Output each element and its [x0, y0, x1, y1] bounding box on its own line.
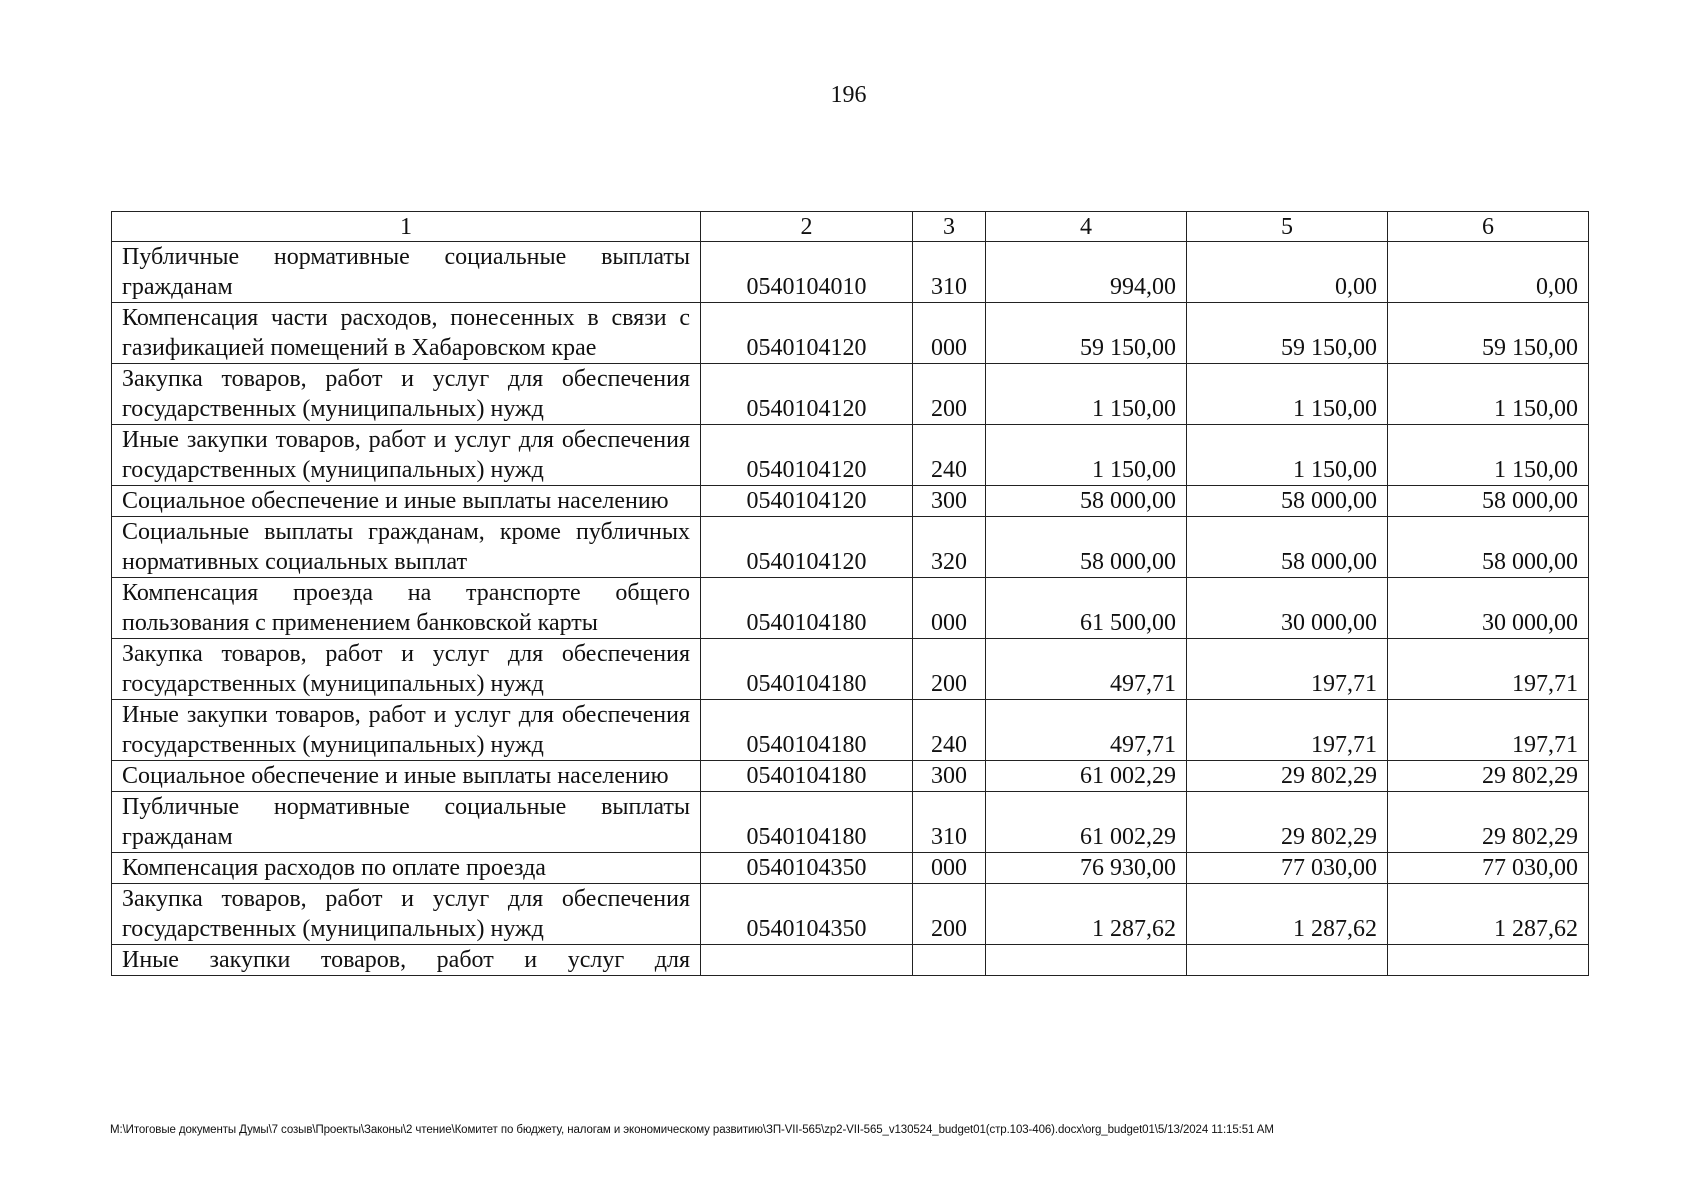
row-value-col5: 59 150,00	[1187, 303, 1388, 364]
row-code: 0540104010	[701, 242, 913, 303]
page-number: 196	[830, 82, 867, 108]
table-row	[112, 761, 1589, 792]
row-expense-type: 200	[913, 884, 986, 945]
row-name: Иные закупки товаров, работ и услуг для обеспечения государственных (муниципальных) нужд	[112, 700, 701, 761]
row-name: Компенсация проезда на транспорте общего пользования с применением банковской карты	[112, 578, 701, 639]
table-row	[112, 303, 1589, 364]
row-value-col4: 76 930,00	[986, 853, 1187, 884]
row-value-col6: 29 802,29	[1388, 792, 1589, 853]
row-value-col5	[1187, 945, 1388, 976]
row-value-col6: 58 000,00	[1388, 486, 1589, 517]
row-expense-type: 200	[913, 639, 986, 700]
row-expense-type: 200	[913, 364, 986, 425]
header-row	[112, 212, 1589, 242]
row-name: Публичные нормативные социальные выплаты гражданам	[112, 242, 701, 303]
row-value-col6: 1 287,62	[1388, 884, 1589, 945]
row-value-col5: 197,71	[1187, 639, 1388, 700]
row-value-col4: 497,71	[986, 700, 1187, 761]
row-value-col5: 29 802,29	[1187, 792, 1388, 853]
row-value-col5: 77 030,00	[1187, 853, 1388, 884]
footer-file-path: M:\Итоговые документы Думы\7 созыв\Проекты\Законы\2 чтение\Комитет по бюджету, налогам и экономическому развитию\ЗП-VII-565\zp2-VII-565_v130524_budget01(стр.103-406).docx\org_budget01\5/13/2024 11:15:51 AM	[110, 1124, 1274, 1136]
row-code: 0540104120	[701, 517, 913, 578]
row-expense-type: 300	[913, 761, 986, 792]
row-value-col6: 29 802,29	[1388, 761, 1589, 792]
row-name: Иные закупки товаров, работ и услуг для	[112, 945, 701, 976]
row-name: Компенсация части расходов, понесенных в связи с газификацией помещений в Хабаровском крае	[112, 303, 701, 364]
row-value-col5: 1 150,00	[1187, 425, 1388, 486]
row-value-col6: 0,00	[1388, 242, 1589, 303]
row-value-col4: 497,71	[986, 639, 1187, 700]
row-expense-type: 000	[913, 853, 986, 884]
header-col-4: 4	[986, 212, 1187, 242]
row-value-col4: 58 000,00	[986, 517, 1187, 578]
row-value-col6: 77 030,00	[1388, 853, 1589, 884]
table-row	[112, 853, 1589, 884]
row-value-col5: 58 000,00	[1187, 486, 1388, 517]
row-value-col5: 30 000,00	[1187, 578, 1388, 639]
header-col-6: 6	[1388, 212, 1589, 242]
row-value-col6: 1 150,00	[1388, 425, 1589, 486]
row-value-col4: 61 002,29	[986, 792, 1187, 853]
row-value-col6: 197,71	[1388, 639, 1589, 700]
row-value-col4: 1 150,00	[986, 364, 1187, 425]
row-name: Социальное обеспечение и иные выплаты населению	[112, 486, 701, 517]
row-code: 0540104180	[701, 700, 913, 761]
table-row	[112, 792, 1589, 853]
row-expense-type: 000	[913, 303, 986, 364]
row-expense-type: 000	[913, 578, 986, 639]
row-code	[701, 945, 913, 976]
row-value-col6: 197,71	[1388, 700, 1589, 761]
budget-table	[111, 211, 1589, 976]
row-code: 0540104350	[701, 884, 913, 945]
table-row	[112, 364, 1589, 425]
row-value-col5: 0,00	[1187, 242, 1388, 303]
row-value-col6	[1388, 945, 1589, 976]
row-expense-type: 240	[913, 700, 986, 761]
row-code: 0540104120	[701, 486, 913, 517]
row-expense-type: 310	[913, 242, 986, 303]
table-row	[112, 639, 1589, 700]
row-expense-type: 240	[913, 425, 986, 486]
header-col-2: 2	[701, 212, 913, 242]
table-row	[112, 425, 1589, 486]
row-expense-type: 320	[913, 517, 986, 578]
row-value-col5: 58 000,00	[1187, 517, 1388, 578]
row-value-col4	[986, 945, 1187, 976]
row-expense-type: 310	[913, 792, 986, 853]
row-code: 0540104180	[701, 578, 913, 639]
row-value-col4: 1 287,62	[986, 884, 1187, 945]
row-value-col4: 61 500,00	[986, 578, 1187, 639]
table-row	[112, 578, 1589, 639]
row-name: Социальные выплаты гражданам, кроме публичных нормативных социальных выплат	[112, 517, 701, 578]
row-code: 0540104180	[701, 639, 913, 700]
row-code: 0540104180	[701, 761, 913, 792]
row-expense-type	[913, 945, 986, 976]
table-row	[112, 700, 1589, 761]
row-value-col4: 61 002,29	[986, 761, 1187, 792]
row-code: 0540104120	[701, 303, 913, 364]
row-value-col5: 1 150,00	[1187, 364, 1388, 425]
row-name: Публичные нормативные социальные выплаты гражданам	[112, 792, 701, 853]
table-row	[112, 884, 1589, 945]
row-name: Компенсация расходов по оплате проезда	[112, 853, 701, 884]
row-name: Закупка товаров, работ и услуг для обеспечения государственных (муниципальных) нужд	[112, 639, 701, 700]
row-value-col6: 30 000,00	[1388, 578, 1589, 639]
table-row	[112, 486, 1589, 517]
row-value-col6: 1 150,00	[1388, 364, 1589, 425]
row-name: Иные закупки товаров, работ и услуг для обеспечения государственных (муниципальных) нужд	[112, 425, 701, 486]
row-expense-type: 300	[913, 486, 986, 517]
table-row	[112, 517, 1589, 578]
header-col-5: 5	[1187, 212, 1388, 242]
row-value-col6: 59 150,00	[1388, 303, 1589, 364]
row-name: Социальное обеспечение и иные выплаты населению	[112, 761, 701, 792]
row-code: 0540104120	[701, 364, 913, 425]
table-row-partial	[112, 945, 1589, 976]
row-value-col5: 197,71	[1187, 700, 1388, 761]
row-value-col4: 1 150,00	[986, 425, 1187, 486]
header-col-1: 1	[112, 212, 701, 242]
row-value-col4: 994,00	[986, 242, 1187, 303]
row-value-col6: 58 000,00	[1388, 517, 1589, 578]
row-name: Закупка товаров, работ и услуг для обеспечения государственных (муниципальных) нужд	[112, 364, 701, 425]
row-value-col4: 58 000,00	[986, 486, 1187, 517]
row-name: Закупка товаров, работ и услуг для обеспечения государственных (муниципальных) нужд	[112, 884, 701, 945]
row-value-col5: 1 287,62	[1187, 884, 1388, 945]
row-code: 0540104350	[701, 853, 913, 884]
row-code: 0540104120	[701, 425, 913, 486]
table-row	[112, 242, 1589, 303]
header-col-3: 3	[913, 212, 986, 242]
row-code: 0540104180	[701, 792, 913, 853]
row-value-col5: 29 802,29	[1187, 761, 1388, 792]
row-value-col4: 59 150,00	[986, 303, 1187, 364]
